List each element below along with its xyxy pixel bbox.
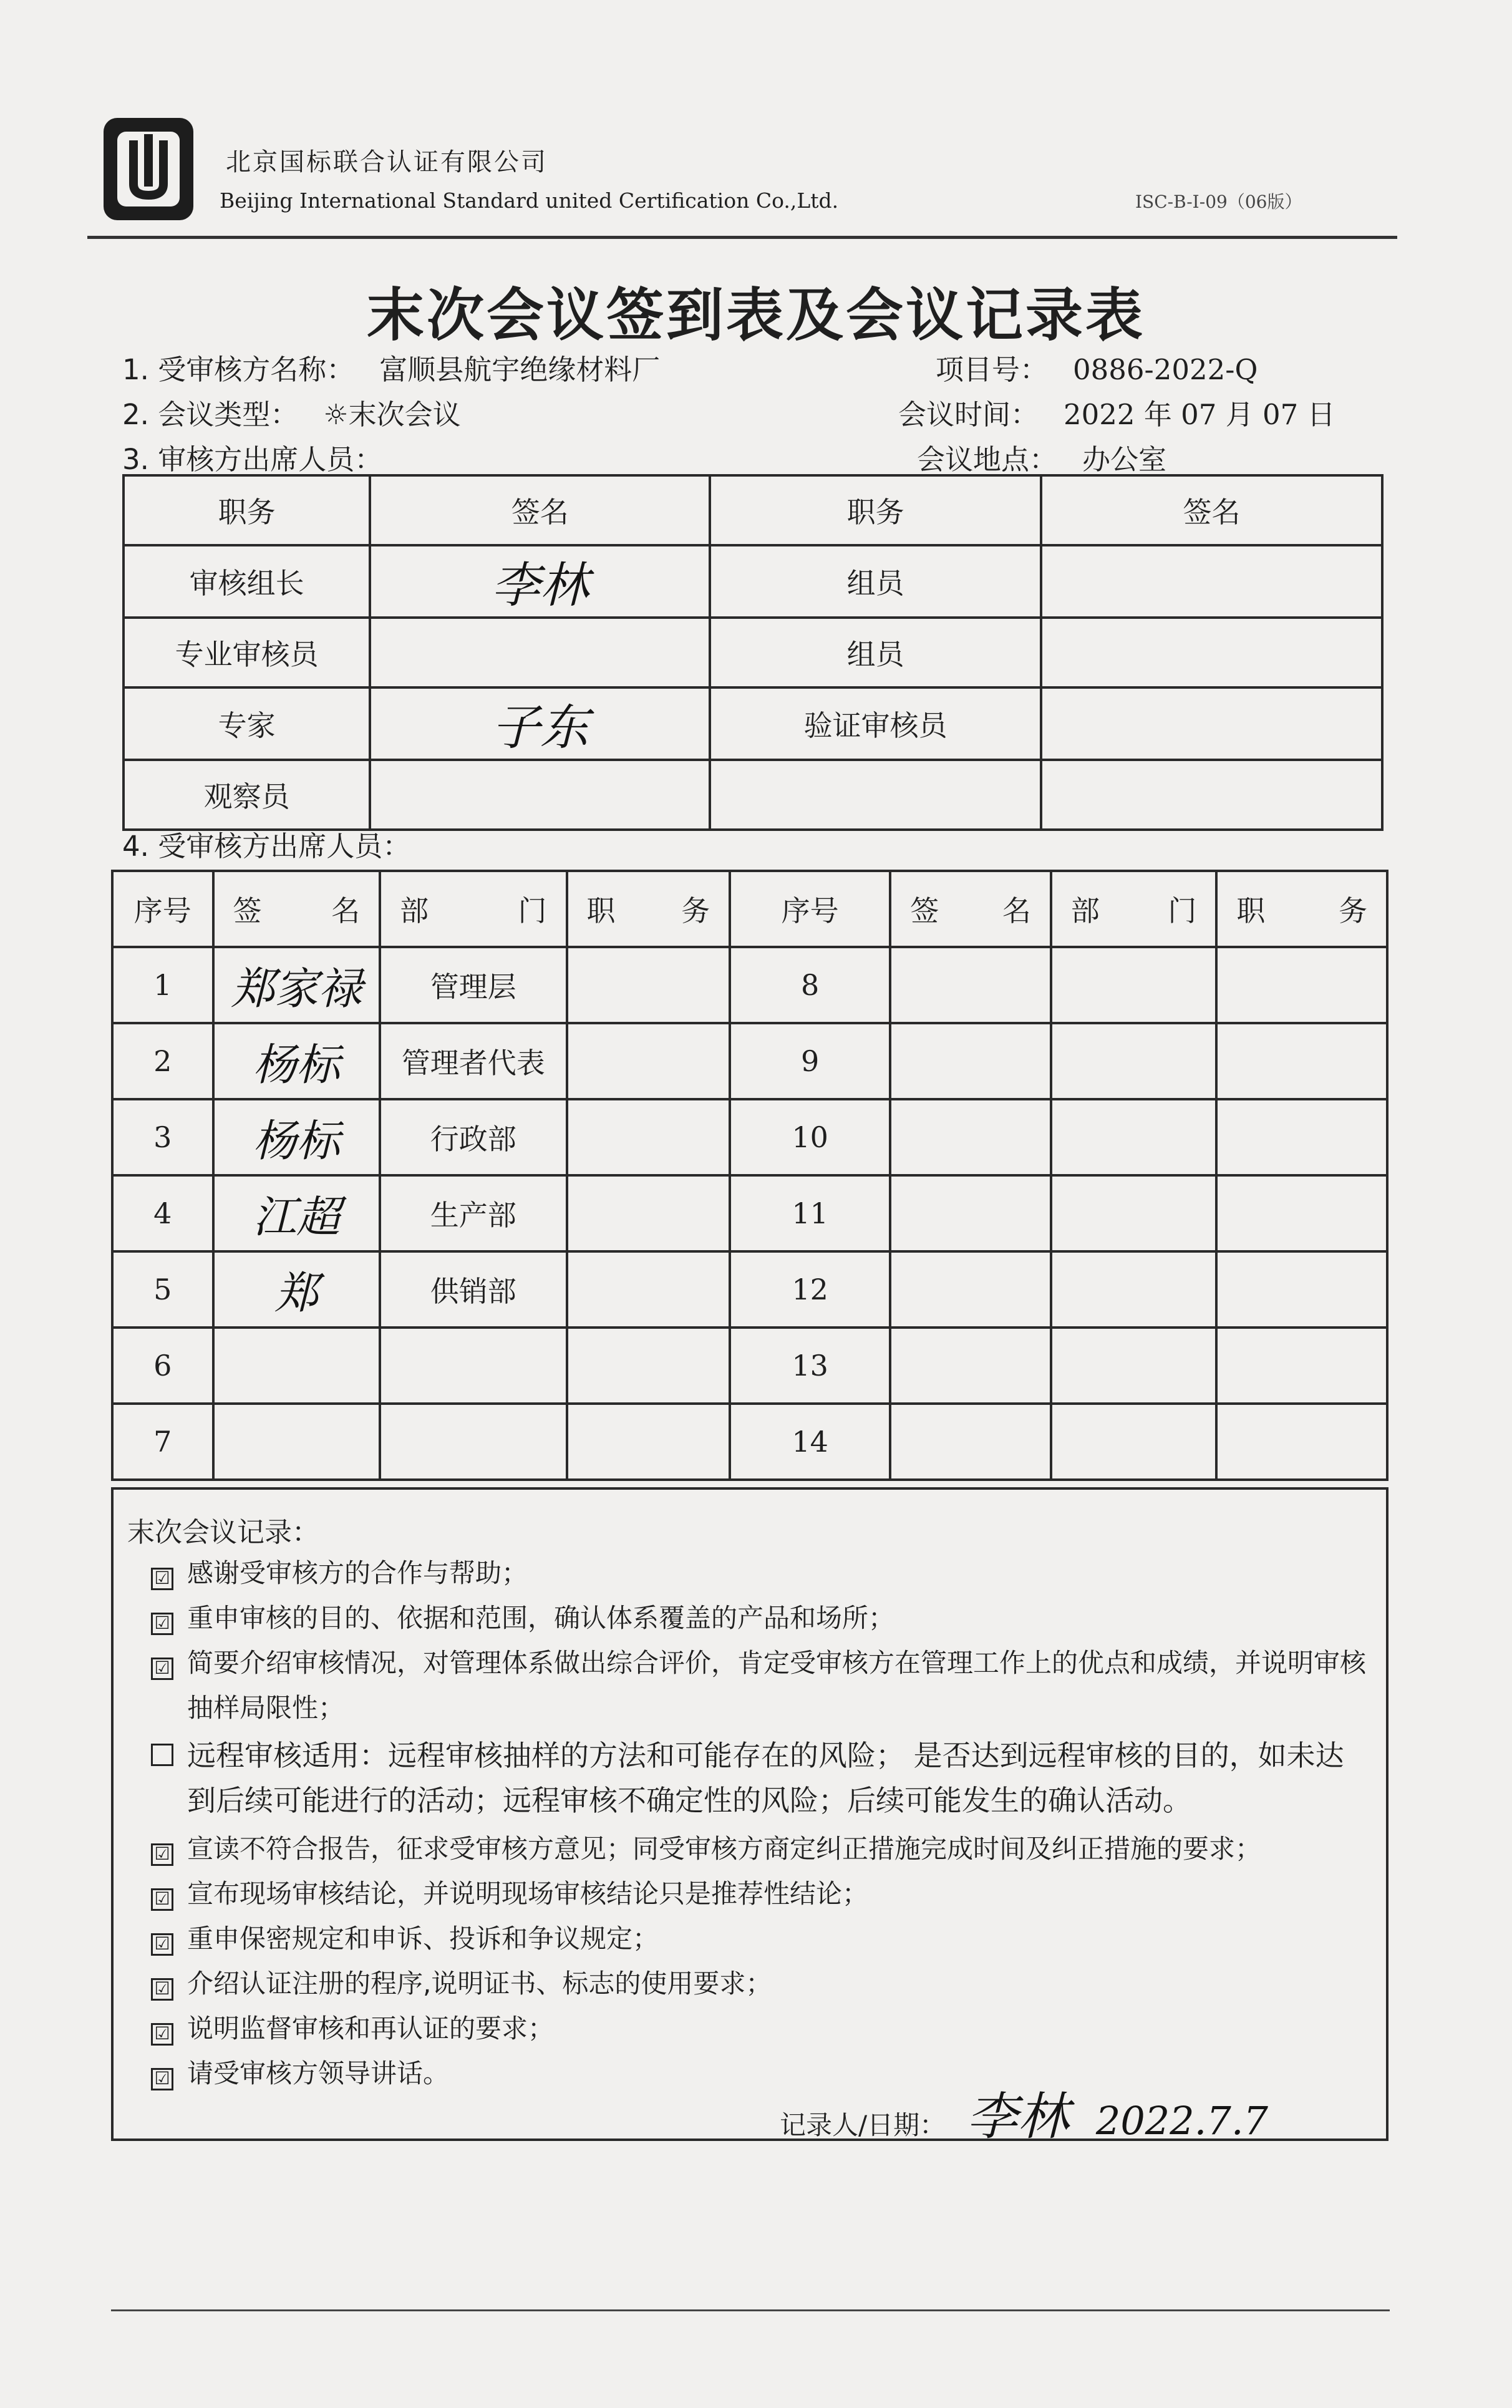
signature-cell xyxy=(890,1328,1051,1404)
position-cell xyxy=(1216,1328,1387,1404)
position-cell xyxy=(1216,947,1387,1023)
notes-title: 末次会议记录： xyxy=(127,1517,319,1548)
recorder-label: 记录人/日期： xyxy=(780,2110,946,2140)
position-cell xyxy=(567,1328,730,1404)
position-cell xyxy=(567,1175,730,1251)
header-divider xyxy=(87,236,1397,239)
department-cell xyxy=(1051,1328,1217,1404)
auditee-label: 1. 受审核方名称： xyxy=(122,353,355,386)
row-no: 5 xyxy=(112,1251,213,1328)
signature-cell xyxy=(1041,545,1382,618)
checkbox[interactable]: ☑ xyxy=(151,1568,173,1590)
table-row xyxy=(112,1023,1387,1099)
signature-cell xyxy=(213,1328,380,1404)
header-no: 序号 xyxy=(112,871,213,947)
department-cell: 管理层 xyxy=(380,947,566,1023)
table-row xyxy=(124,618,1382,687)
table-header-row xyxy=(112,871,1387,947)
recorder-signature: 李林 xyxy=(966,2087,1069,2147)
department-cell xyxy=(1051,947,1217,1023)
table-row xyxy=(112,1175,1387,1251)
form-code: ISC-B-I-09（06版） xyxy=(1135,192,1302,212)
meeting-time-label: 会议时间： xyxy=(898,398,1039,431)
header-position: 职 务 xyxy=(567,871,730,947)
role-cell: 观察员 xyxy=(124,760,370,830)
row-no: 7 xyxy=(112,1404,213,1480)
department-cell xyxy=(380,1404,566,1480)
row-no: 8 xyxy=(730,947,890,1023)
table-row xyxy=(124,545,1382,618)
header-no: 序号 xyxy=(730,871,890,947)
position-cell xyxy=(1216,1175,1387,1251)
header-role: 职务 xyxy=(710,475,1041,545)
auditee-value: 富顺县航宇绝缘材料厂 xyxy=(379,353,661,386)
note-text: 说明监督审核和再认证的要求； xyxy=(187,2013,555,2044)
department-cell: 供销部 xyxy=(380,1251,566,1328)
department-cell xyxy=(1051,1099,1217,1175)
row-no: 13 xyxy=(730,1328,890,1404)
role-cell: 专业审核员 xyxy=(124,618,370,687)
role-cell: 验证审核员 xyxy=(710,687,1041,760)
table-row xyxy=(124,760,1382,830)
department-cell xyxy=(1051,1023,1217,1099)
auditee-attendees-label: 4. 受审核方出席人员： xyxy=(122,830,411,863)
signature-cell xyxy=(890,1251,1051,1328)
company-name-cn: 北京国标联合认证有限公司 xyxy=(226,148,548,177)
page-title: 末次会议签到表及会议记录表 xyxy=(366,282,1145,349)
row-no: 4 xyxy=(112,1175,213,1251)
signature-cell: 李林 xyxy=(370,545,710,618)
checkbox[interactable]: ☑ xyxy=(151,1843,173,1866)
note-text: 简要介绍审核情况，对管理体系做出综合评价，肯定受审核方在管理工作上的优点和成绩，并说明审核抽样局限性； xyxy=(187,1648,1367,1723)
table-row xyxy=(112,947,1387,1023)
table-row xyxy=(112,1251,1387,1328)
row-no: 2 xyxy=(112,1023,213,1099)
table-row xyxy=(124,687,1382,760)
audit-attendees-label: 3. 审核方出席人员： xyxy=(122,443,383,476)
note-text: 感谢受审核方的合作与帮助； xyxy=(187,1558,528,1588)
signature-cell: 江超 xyxy=(213,1175,380,1251)
header-role: 职务 xyxy=(124,475,370,545)
position-cell xyxy=(567,1099,730,1175)
position-cell xyxy=(1216,1404,1387,1480)
project-label: 项目号： xyxy=(936,353,1049,386)
position-cell xyxy=(567,1404,730,1480)
auditee-line xyxy=(122,347,660,387)
checkbox[interactable]: ☑ xyxy=(151,1978,173,2001)
checkbox[interactable] xyxy=(151,1744,173,1766)
row-no: 14 xyxy=(730,1404,890,1480)
row-no: 3 xyxy=(112,1099,213,1175)
note-text: 远程审核适用：远程审核抽样的方法和可能存在的风险； 是否达到远程审核的目的，如未达到后续可能进行的活动；远程审核不确定性的风险；后续可能发生的确认活动。 xyxy=(187,1739,1344,1817)
note-text: 请受审核方领导讲话。 xyxy=(187,2058,450,2089)
note-text: 宣布现场审核结论，并说明现场审核结论只是推荐性结论； xyxy=(187,1878,869,1909)
note-item xyxy=(151,1872,1374,1916)
header-signature: 签 名 xyxy=(213,871,380,947)
role-cell: 组员 xyxy=(710,618,1041,687)
meeting-time-value: 2022 年 07 月 07 日 xyxy=(1064,398,1335,431)
note-item xyxy=(151,1827,1374,1872)
table-header-row xyxy=(124,475,1382,545)
note-text: 宣读不符合报告，征求受审核方意见；同受审核方商定纠正措施完成时间及纠正措施的要求； xyxy=(187,1833,1262,1864)
position-cell xyxy=(567,1023,730,1099)
row-no: 10 xyxy=(730,1099,890,1175)
signature-cell xyxy=(1041,687,1382,760)
checkbox[interactable]: ☑ xyxy=(151,1888,173,1911)
row-no: 9 xyxy=(730,1023,890,1099)
recorder-date: 2022.7.7 xyxy=(1095,2098,1268,2143)
signature-cell xyxy=(1041,760,1382,830)
signature-cell xyxy=(890,1404,1051,1480)
signature-cell xyxy=(370,760,710,830)
note-item xyxy=(151,2006,1374,2051)
isc-logo-icon xyxy=(101,115,196,223)
footer-divider xyxy=(111,2309,1390,2311)
meeting-place-line xyxy=(917,437,1166,477)
recorder-line xyxy=(780,2076,1268,2149)
position-cell xyxy=(1216,1099,1387,1175)
header-signature: 签名 xyxy=(1041,475,1382,545)
note-item xyxy=(151,1641,1374,1723)
note-text: 重申保密规定和申诉、投诉和争议规定； xyxy=(187,1923,659,1954)
department-cell xyxy=(1051,1404,1217,1480)
header-signature: 签名 xyxy=(370,475,710,545)
checkbox[interactable]: ☑ xyxy=(151,1613,173,1635)
department-cell xyxy=(380,1328,566,1404)
signature-cell: 子东 xyxy=(370,687,710,760)
signature-cell xyxy=(370,618,710,687)
signature-cell: 郑 xyxy=(213,1251,380,1328)
role-cell xyxy=(710,760,1041,830)
note-item xyxy=(151,1596,1374,1641)
signature-cell: 杨标 xyxy=(213,1099,380,1175)
department-cell: 管理者代表 xyxy=(380,1023,566,1099)
note-text: 重申审核的目的、依据和范围，确认体系覆盖的产品和场所； xyxy=(187,1603,895,1633)
signature-cell: 郑家禄 xyxy=(213,947,380,1023)
role-cell: 审核组长 xyxy=(124,545,370,618)
meeting-notes-box xyxy=(111,1487,1388,2147)
note-item xyxy=(151,1733,1374,1817)
company-name-en: Beijing International Standard united Certification Co.,Ltd. xyxy=(220,188,839,213)
auditee-attendance-table xyxy=(111,870,1388,1481)
department-cell xyxy=(1051,1251,1217,1328)
table-row xyxy=(112,1404,1387,1480)
signature-cell xyxy=(890,1175,1051,1251)
signature-cell: 杨标 xyxy=(213,1023,380,1099)
table-row xyxy=(112,1328,1387,1404)
checkbox[interactable]: ☑ xyxy=(151,1933,173,1956)
department-cell xyxy=(1051,1175,1217,1251)
meeting-time-line xyxy=(898,392,1335,432)
row-no: 11 xyxy=(730,1175,890,1251)
meeting-type-value: ☼末次会议 xyxy=(323,398,461,431)
row-no: 6 xyxy=(112,1328,213,1404)
header-department: 部 门 xyxy=(1051,871,1217,947)
meeting-type-label: 2. 会议类型： xyxy=(122,398,299,431)
note-item xyxy=(151,1551,1374,1596)
audit-team-table xyxy=(122,474,1384,831)
signature-cell xyxy=(890,1023,1051,1099)
position-cell xyxy=(1216,1023,1387,1099)
role-cell: 组员 xyxy=(710,545,1041,618)
row-no: 1 xyxy=(112,947,213,1023)
meeting-place-label: 会议地点： xyxy=(917,443,1058,476)
note-item xyxy=(151,1916,1374,1961)
signature-cell xyxy=(890,1099,1051,1175)
meeting-place-value: 办公室 xyxy=(1082,443,1167,476)
position-cell xyxy=(567,1251,730,1328)
project-line xyxy=(936,347,1258,387)
role-cell: 专家 xyxy=(124,687,370,760)
row-no: 12 xyxy=(730,1251,890,1328)
department-cell: 行政部 xyxy=(380,1099,566,1175)
project-value: 0886-2022-Q xyxy=(1073,353,1258,386)
signature-cell xyxy=(890,947,1051,1023)
signature-cell xyxy=(1041,618,1382,687)
header-signature: 签 名 xyxy=(890,871,1051,947)
position-cell xyxy=(567,947,730,1023)
note-item xyxy=(151,1961,1374,2006)
checkbox[interactable]: ☑ xyxy=(151,2023,173,2046)
position-cell xyxy=(1216,1251,1387,1328)
table-row xyxy=(112,1099,1387,1175)
header-position: 职 务 xyxy=(1216,871,1387,947)
meeting-type-line xyxy=(122,392,461,432)
department-cell: 生产部 xyxy=(380,1175,566,1251)
checkbox[interactable]: ☑ xyxy=(151,2068,173,2090)
header-department: 部 门 xyxy=(380,871,566,947)
note-text: 介绍认证注册的程序,说明证书、标志的使用要求； xyxy=(187,1968,772,1999)
checkbox[interactable]: ☑ xyxy=(151,1658,173,1680)
signature-cell xyxy=(213,1404,380,1480)
